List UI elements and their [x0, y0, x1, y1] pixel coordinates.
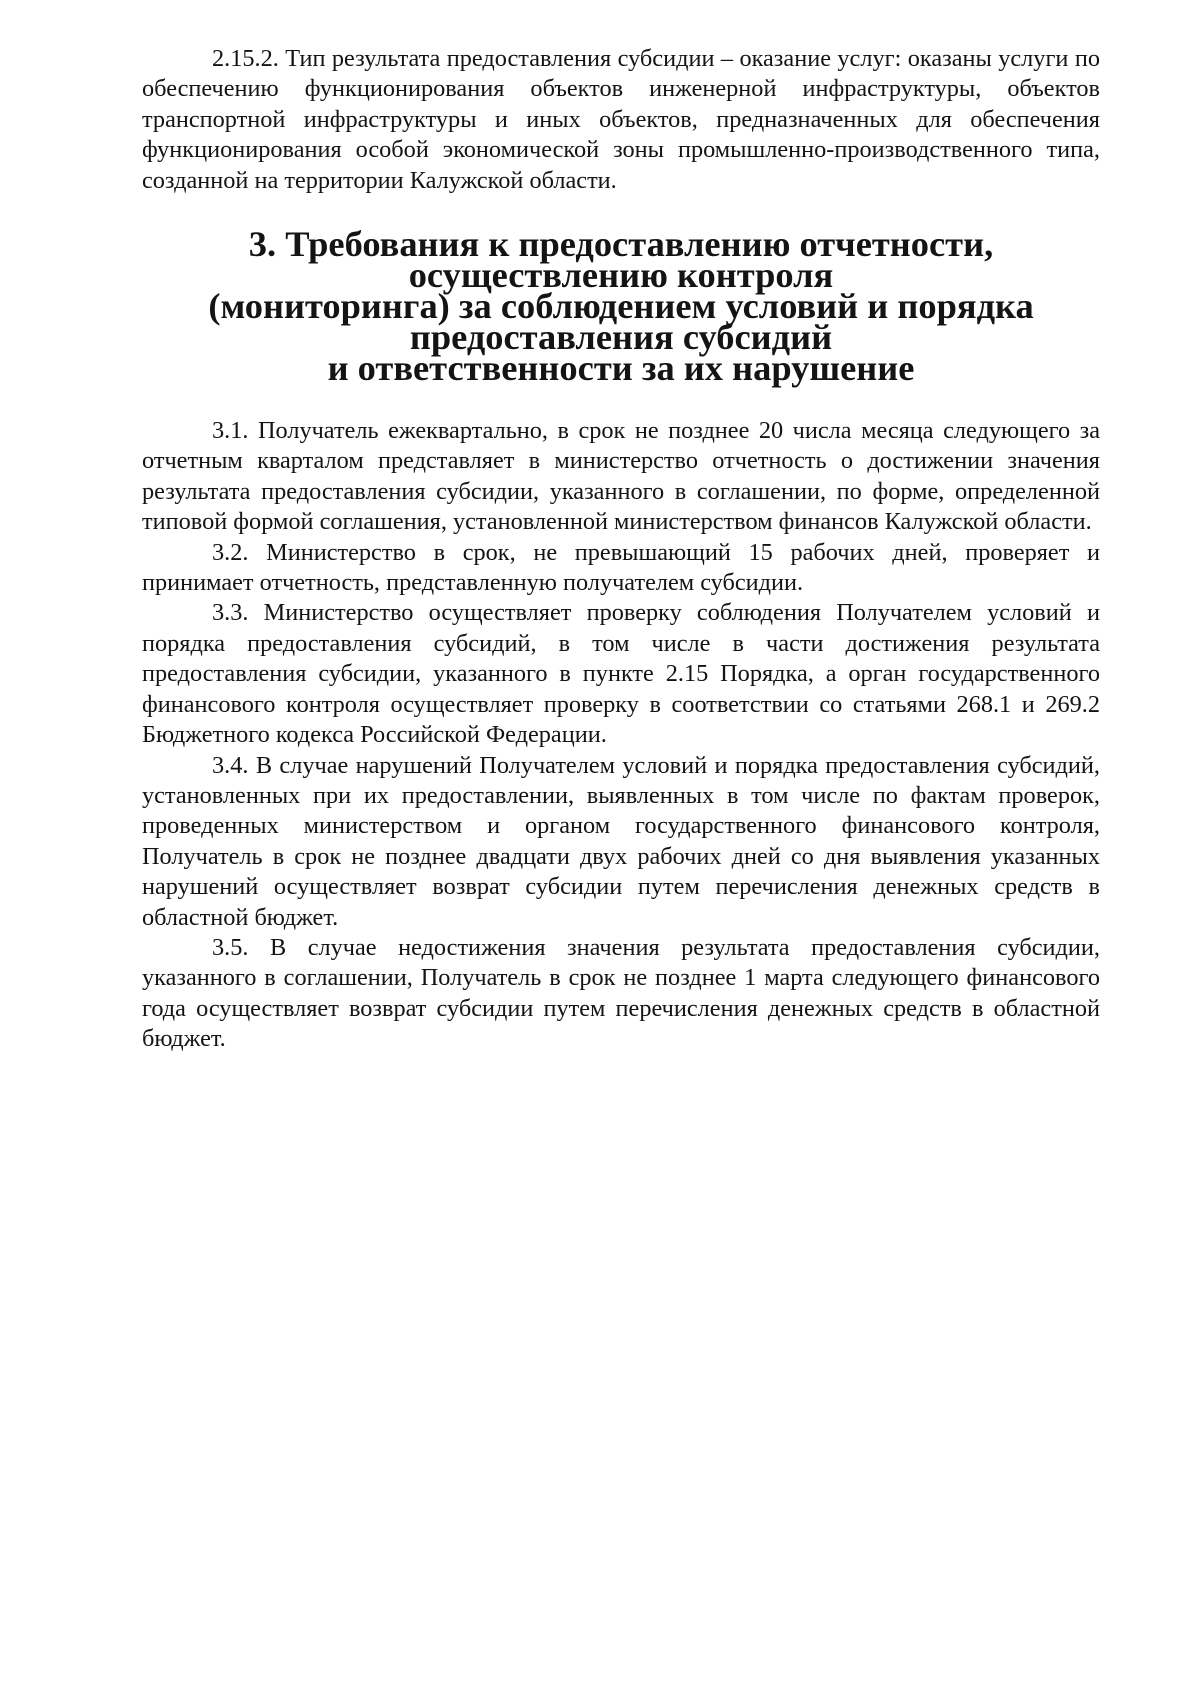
- paragraph-3-1: 3.1. Получатель ежеквартально, в срок не позднее 20 числа месяца следующего за отчетным кварталом представляет в министерство отчетность о достижении значения результата предоставления субсидии, указанного в соглашении, по форме, определенной типовой формой соглашения, установленной министерством финансов Калужской области.: [142, 417, 1100, 536]
- section-3-heading-line-3: и ответственности за их нарушение: [327, 348, 915, 389]
- paragraph-3-4: 3.4. В случае нарушений Получателем условий и порядка предоставления субсидий, установленных при их предоставлении, выявленных в том числе по фактам проверок, проведенных министерством и органом государственного финансового контроля, Получатель в срок не позднее двадцати двух рабочих дней со дня выявления указанных нарушений осуществляет возврат субсидии путем перечисления денежных средств в областной бюджет.: [142, 751, 1100, 931]
- paragraph-3-5: 3.5. В случае недостижения значения результата предоставления субсидии, указанного в соглашении, Получатель в срок не позднее 1 марта следующего финансового года осуществляет возврат субсидии путем перечисления денежных средств в областной бюджет.: [142, 933, 1100, 1053]
- section-3-heading-line-2: (мониторинга) за соблюдением условий и порядка предоставления субсидий: [208, 286, 1034, 358]
- document-page: [142, 44, 1100, 1055]
- paragraph-2-15-2: 2.15.2. Тип результата предоставления субсидии – оказание услуг: оказаны услуги по обеспечению функционирования объектов инженерной инфраструктуры, объектов транспортной инфраструктуры и иных объектов, предназначенных для обеспечения функционирования особой экономической зоны промышленно-производственного типа, созданной на территории Калужской области.: [142, 45, 1100, 194]
- paragraph-3-2: 3.2. Министерство в срок, не превышающий 15 рабочих дней, проверяет и принимает отчетность, представленную получателем субсидии.: [142, 538, 1100, 597]
- section-3-heading-line-1: 3. Требования к предоставлению отчетности, осуществлению контроля: [248, 224, 994, 296]
- section-3-heading: [142, 224, 1100, 389]
- paragraph-3-3: 3.3. Министерство осуществляет проверку соблюдения Получателем условий и порядка предоставления субсидий, в том числе в части достижения результата предоставления субсидии, указанного в пункте 2.15 Порядка, а орган государственного финансового контроля осуществляет проверку в соответствии со статьями 268.1 и 269.2 Бюджетного кодекса Российской Федерации.: [142, 599, 1100, 749]
